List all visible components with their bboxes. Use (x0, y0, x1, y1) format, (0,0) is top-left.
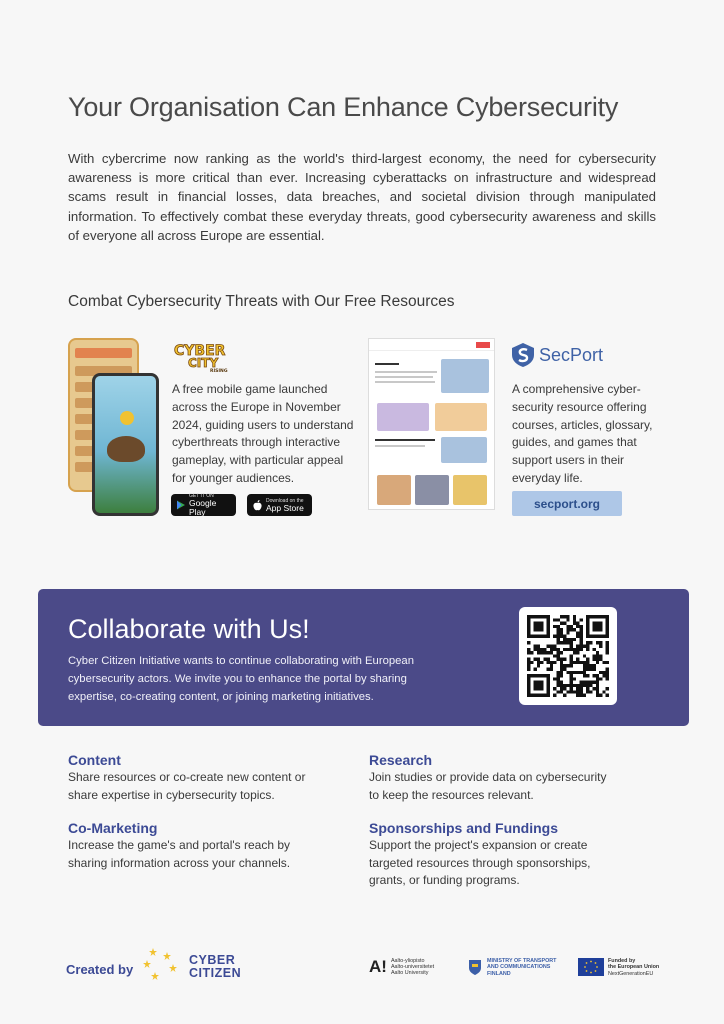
aalto-logo (369, 957, 434, 977)
ministry-line-2: AND COMMUNICATIONS (487, 964, 551, 971)
game-description: A free mobile game launched across the Europe in November 2024, guiding users to understand cyberthreats through interactive gameplay, with particular appeal for younger audiences. (172, 382, 354, 485)
secport-name: SecPort (539, 344, 604, 365)
card-heading-co-marketing: Co-Marketing (68, 820, 158, 836)
app-store-badge[interactable] (247, 494, 312, 516)
aalto-mark: A! (369, 957, 387, 976)
qr-code[interactable] (519, 607, 617, 705)
brand-line-1: CYBER (189, 953, 236, 967)
collaborate-text: Cyber Citizen Initiative wants to continue collaborating with European cybersecurity actors. We invite you to enhance the portal by sharing expertise, co-creating content, or joining marketing initiatives. (68, 655, 415, 703)
secport-logo (512, 340, 612, 370)
google-play-badge[interactable] (171, 494, 236, 516)
app-store-label: App Store (266, 502, 304, 513)
eu-line-3: NextGenerationEU (608, 970, 654, 977)
eu-line-1: Funded by (608, 958, 636, 964)
google-play-sub: GET IT ON (188, 493, 214, 499)
card-heading-sponsorships: Sponsorships and Fundings (369, 820, 558, 836)
cyber-city-logo-word-2: CITY (188, 356, 219, 370)
card-text-content: Share resources or co-create new content or share expertise in cybersecurity topics. (68, 770, 306, 802)
ministry-crest-icon (467, 958, 483, 976)
cyber-city-logo-word-1: CYBER (174, 343, 226, 359)
google-play-icon (177, 500, 185, 510)
secport-link-button[interactable]: secport.org (512, 491, 622, 516)
secport-shield-icon (512, 343, 534, 367)
ministry-line-3: FINLAND (487, 970, 511, 977)
eu-stars-icon (143, 946, 187, 982)
card-heading-research: Research (369, 752, 433, 768)
qr-code-image (527, 615, 609, 697)
cyber-city-logo (172, 341, 242, 373)
eu-flag-icon (578, 958, 604, 976)
secport-description: A comprehensive cyber-security resource offering courses, articles, glossary, guides, and games that support users in their everyday life. (512, 382, 653, 485)
eu-funding-logo (578, 958, 659, 977)
apple-icon (253, 500, 262, 511)
card-text-co-marketing: Increase the game's and portal's reach by sharing information across your channels. (68, 838, 291, 870)
aalto-name-sv: Aalto-universitetet (390, 963, 435, 970)
cyber-city-logo-word-3: RISING (210, 369, 228, 373)
app-store-sub: Download on the (266, 497, 304, 504)
card-heading-content: Content (68, 752, 121, 768)
card-text-sponsorships: Support the project's expansion or create targeted resources through sponsorships, grants, or funding programs. (369, 838, 591, 887)
game-screenshot-island (92, 373, 159, 516)
aalto-name-fi: Aalto-yliopisto (390, 957, 425, 964)
ministry-logo (467, 958, 556, 977)
resources-heading: Combat Cybersecurity Threats with Our Free Resources (68, 293, 455, 310)
eu-line-2: the European Union (608, 964, 660, 971)
aalto-name-en: Aalto University (390, 970, 429, 977)
secport-website-screenshot (368, 338, 495, 510)
card-text-research: Join studies or provide data on cybersecurity to keep the resources relevant. (369, 770, 607, 802)
ministry-line-1: MINISTRY OF TRANSPORT (487, 958, 557, 964)
google-play-label: Google Play (188, 498, 217, 517)
cyber-citizen-logo (143, 946, 253, 982)
created-by-label: Created by (66, 962, 134, 977)
collaborate-title: Collaborate with Us! (68, 614, 310, 644)
brand-line-2: CITIZEN (189, 966, 242, 980)
intro-paragraph: With cybercrime now ranking as the world's third-largest economy, the need for cybersecurity awareness is more critical than ever. Increasing cyberattacks on infrastructure and widespread scams result in financial losses, data breaches, and societal division through manipulated information. To effectively combat these everyday threats, good cybersecurity awareness and skills of everyone all across Europe are essential. (68, 151, 656, 243)
page-title: Your Organisation Can Enhance Cybersecurity (68, 92, 619, 122)
